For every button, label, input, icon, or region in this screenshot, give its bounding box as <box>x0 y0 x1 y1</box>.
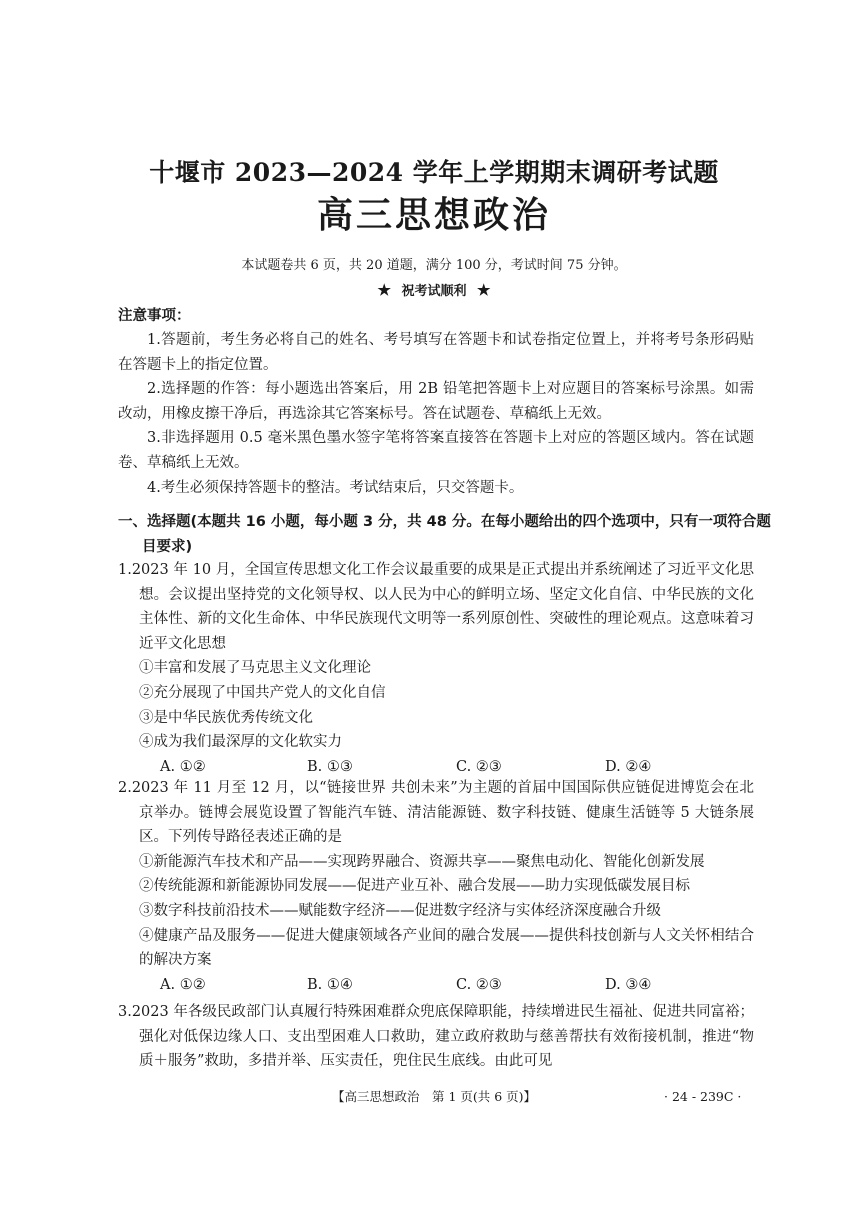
page-footer: 【高三思想政治 第 1 页(共 6 页)】 <box>331 1089 537 1104</box>
star-icon: ★ <box>377 281 391 299</box>
paper-code: · 24 - 239C · <box>664 1089 742 1104</box>
question-2 <box>118 776 754 997</box>
note-item: 1.答题前，考生务必将自己的姓名、考号填写在答题卡和试卷指定位置上，并将考号条形码贴在答题卡上的指定位置。 <box>118 332 754 373</box>
note-item: 3.非选择题用 0.5 毫米黑色墨水签字笔将答案直接答在答题卡上对应的答题区域内。答在试题卷、草稿纸上无效。 <box>118 430 754 471</box>
choice-c: C. ②③ <box>456 976 502 993</box>
notes-heading: 注意事项： <box>118 308 191 324</box>
question-stem: 2.2023 年 11 月至 12 月，以“链接世界 共创未来”为主题的首届中国国际供应链促进博览会在北京举办。链博会展览设置了智能汽车链、清洁能源链、数字科技链、健康生活链等 5 大链条展区。下列传导路径表述正确的是 <box>118 780 754 846</box>
statement-option: ②传统能源和新能源协同发展——促进产业互补、融合发展——助力实现低碳发展目标 <box>139 878 690 895</box>
choice-a: A. ①② <box>160 758 206 775</box>
statement-option: ②充分展现了中国共产党人的文化自信 <box>139 684 386 701</box>
note-item: 2.选择题的作答：每小题选出答案后，用 2B 铅笔把答题卡上对应题目的答案标号涂黑。如需改动，用橡皮擦干净后，再选涂其它答案标号。答在试题卷、草稿纸上无效。 <box>118 381 754 422</box>
exam-title: 十堰市 2023—2024 学年上学期期末调研考试题 <box>149 158 719 187</box>
section-heading: 一、选择题(本题共 16 小题，每小题 3 分，共 48 分。在每小题给出的四个选项中，只有一项符合题目要求) <box>118 514 771 555</box>
exam-info: 本试题卷共 6 页，共 20 道题，满分 100 分，考试时间 75 分钟。 <box>241 258 627 273</box>
question-3 <box>118 1000 754 1074</box>
choice-b: B. ①④ <box>307 976 353 993</box>
choice-d: D. ③④ <box>605 976 652 993</box>
answer-choices <box>118 973 754 998</box>
statement-option: ④成为我们最深厚的文化软实力 <box>139 734 342 751</box>
question-stem: 1.2023 年 10 月，全国宣传思想文化工作会议最重要的成果是正式提出并系统阐述了习近平文化思想。会议提出坚持党的文化领导权、以人民为中心的鲜明立场、坚定文化自信、中华民族的文化主体性、新的文化生命体、中华民族现代文明等一系列原创性、突破性的理论观点。这意味着习近平文化思想 <box>118 562 754 652</box>
choice-b: B. ①③ <box>307 758 353 775</box>
choice-d: D. ②④ <box>605 758 652 775</box>
statement-option: ①新能源汽车技术和产品——实现跨界融合、资源共享——聚焦电动化、智能化创新发展 <box>139 853 705 870</box>
statement-option: ③是中华民族优秀传统文化 <box>139 709 313 726</box>
star-icon: ★ <box>477 281 491 299</box>
subject-title: 高三思想政治 <box>316 194 551 236</box>
question-stem: 3.2023 年各级民政部门认真履行特殊困难群众兜底保障职能，持续增进民生福祉、促进共同富裕；强化对低保边缘人口、支出型困难人口救助，建立政府救助与慈善帮扶有效衔接机制，推进“物质＋服务”救助，多措并举、压实责任，兜住民生底线。由此可见 <box>118 1004 754 1070</box>
notes-list <box>118 328 754 500</box>
statement-option: ④健康产品及服务——促进大健康领域各产业间的融合发展——提供科技创新与人文关怀相结合的解决方案 <box>139 927 754 969</box>
good-luck-line <box>0 279 868 303</box>
statement-option: ①丰富和发展了马克思主义文化理论 <box>139 660 371 677</box>
question-1 <box>118 558 754 779</box>
choice-a: A. ①② <box>160 976 206 993</box>
choice-c: C. ②③ <box>456 758 502 775</box>
statement-option: ③数字科技前沿技术——赋能数字经济——促进数字经济与实体经济深度融合升级 <box>139 902 661 919</box>
note-item: 4.考生必须保持答题卡的整洁。考试结束后，只交答题卡。 <box>147 479 524 496</box>
good-luck-text: 祝考试顺利 <box>401 284 467 299</box>
